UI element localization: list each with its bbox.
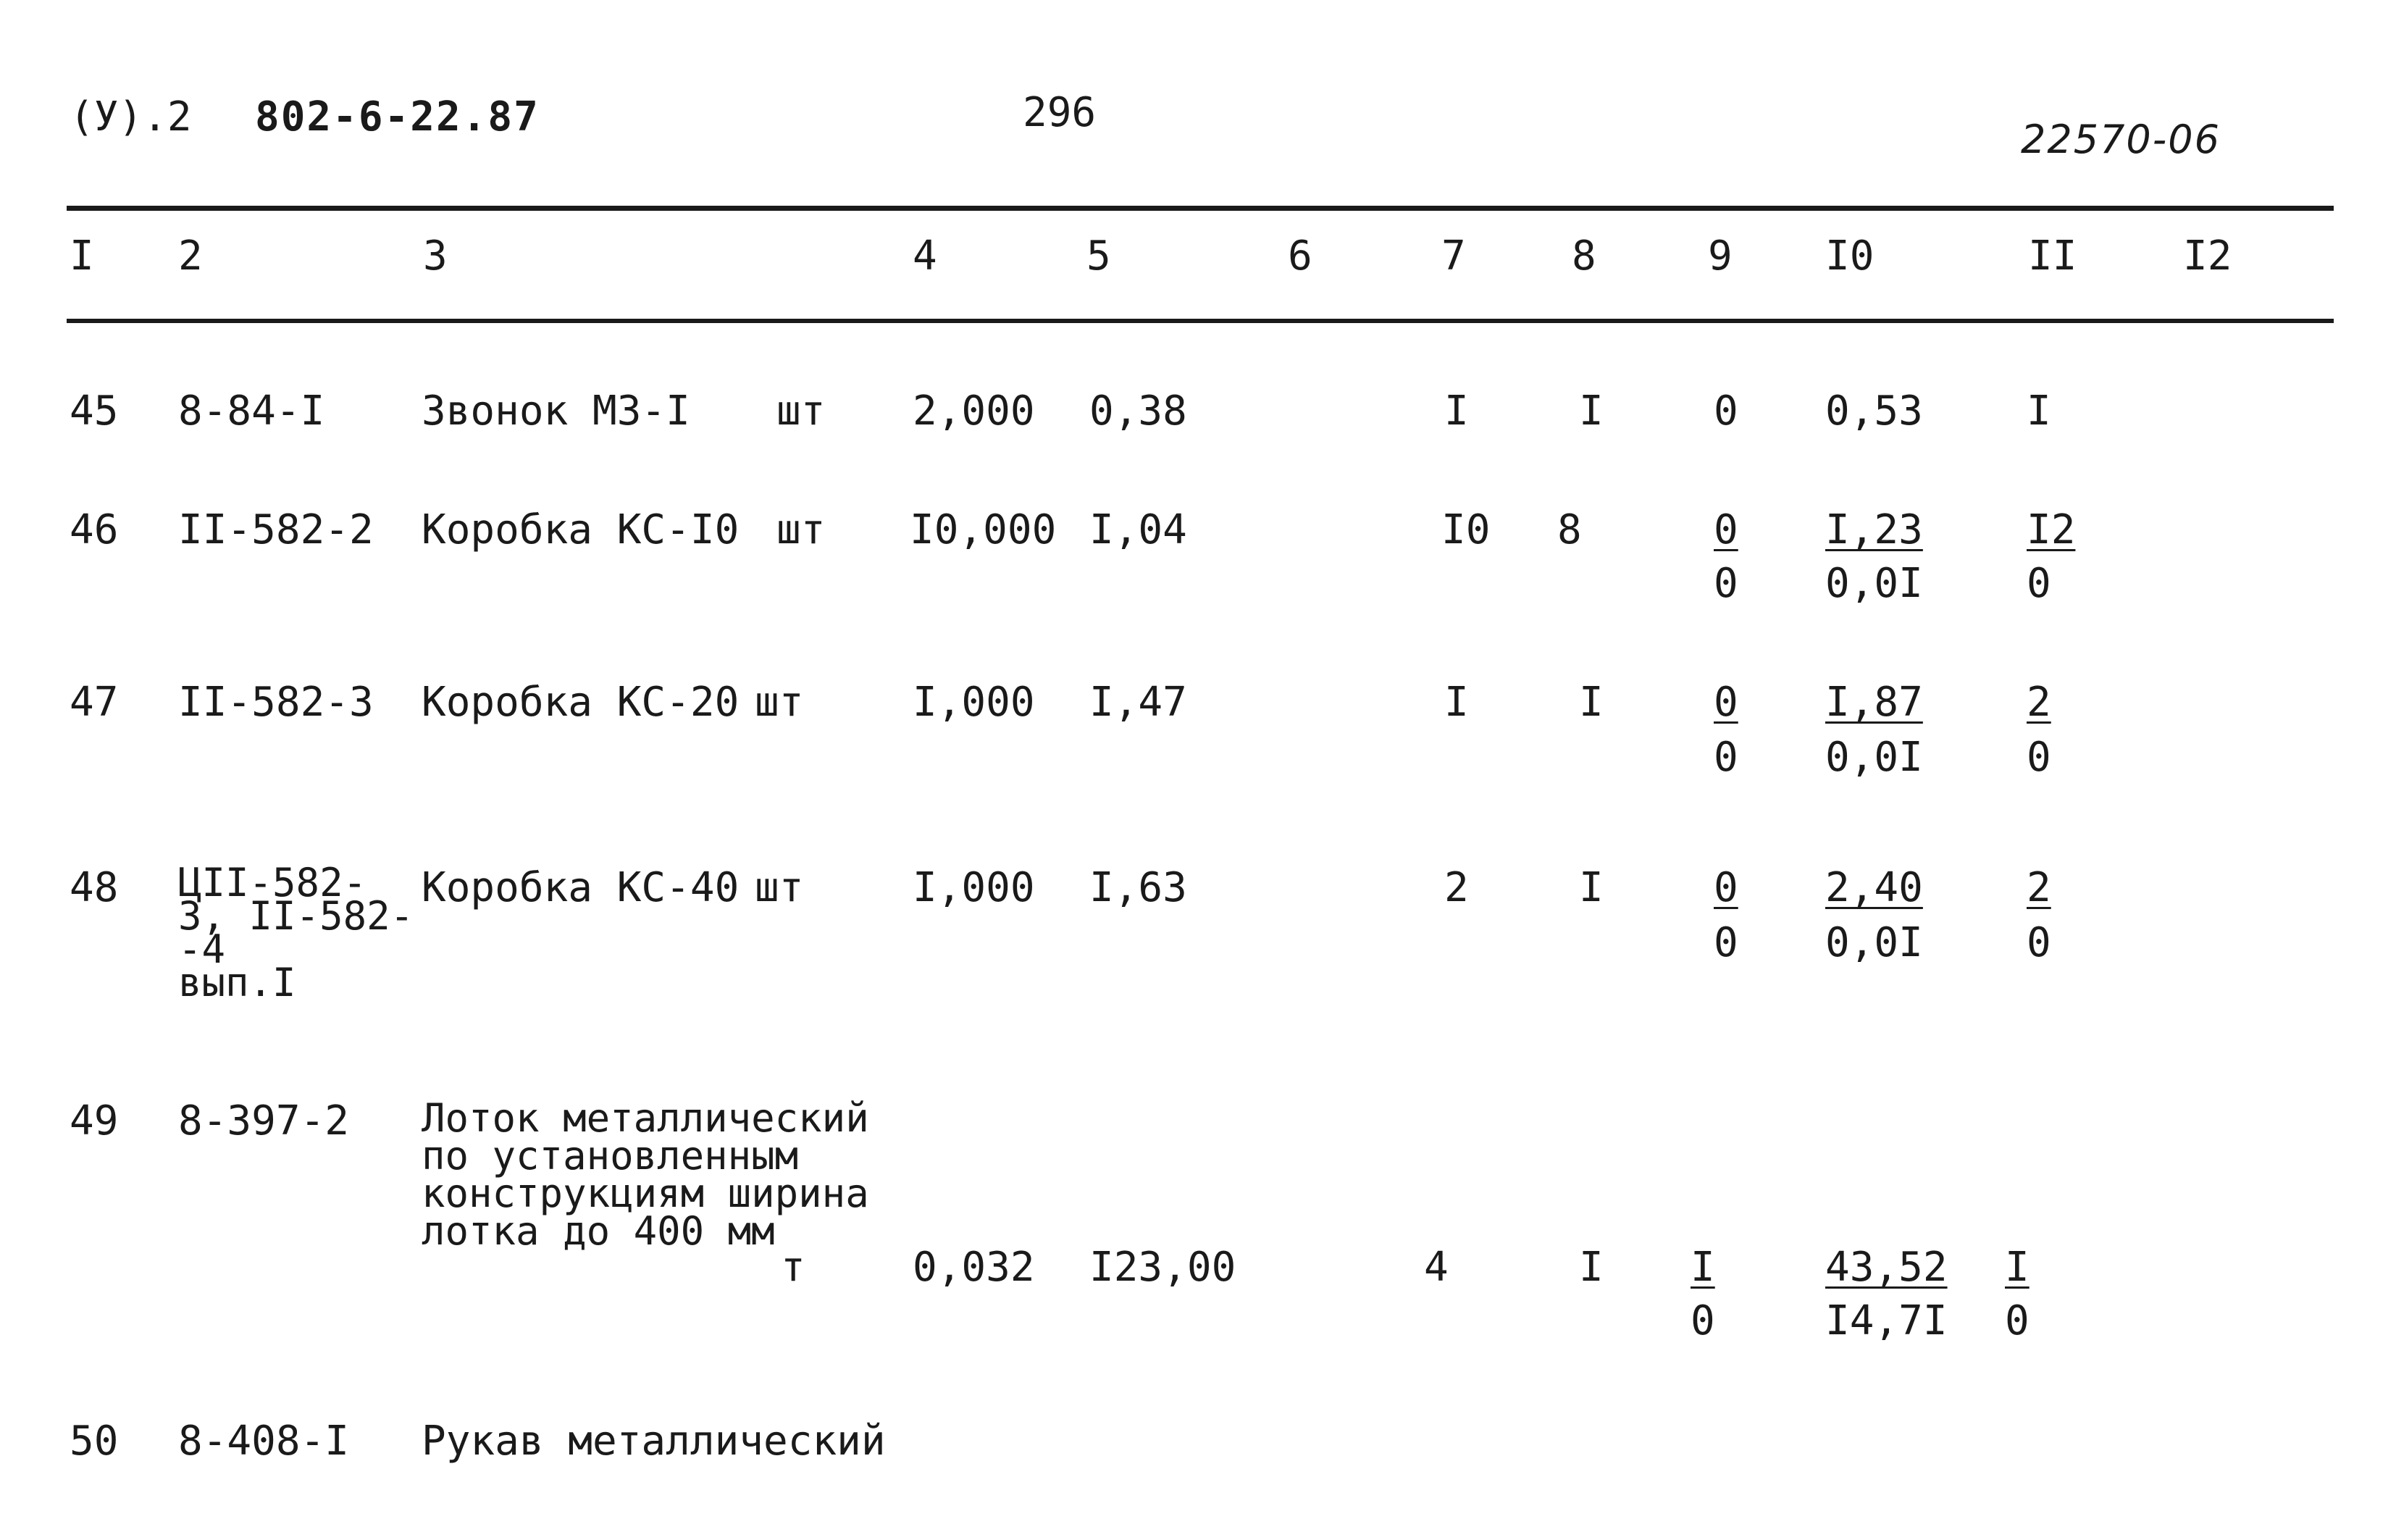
row-unit: шт: [755, 679, 804, 726]
row-code: II-582-2: [178, 506, 374, 553]
row-code: 8-397-2: [178, 1097, 350, 1144]
row-unit: шт: [755, 864, 804, 911]
col-header-12: I2: [2183, 233, 2232, 280]
row-name: Коробка КС-40: [422, 864, 740, 911]
row-col9-top: 0: [1714, 506, 1738, 553]
row-name: Коробка КС-I0: [422, 506, 740, 553]
row-unit: шт: [776, 506, 826, 553]
row-col11-top: I2: [2027, 506, 2076, 553]
col-header-9: 9: [1708, 233, 1733, 280]
col-header-6: 6: [1288, 233, 1312, 280]
col-header-1: I: [70, 233, 94, 280]
row-quantity: I0,000: [910, 506, 1057, 553]
row-col7: 2: [1444, 864, 1469, 911]
col-header-3: 3: [423, 233, 448, 280]
row-col9-bottom: 0: [1714, 560, 1738, 607]
row-col11-bottom: 0: [2027, 560, 2051, 607]
row-quantity: I,000: [913, 864, 1035, 911]
row-col5: I,47: [1089, 679, 1187, 726]
sheet-prefix: (У).2: [70, 93, 192, 141]
row-col9: 0: [1714, 388, 1738, 435]
row-col9-bottom: 0: [1691, 1297, 1715, 1344]
document-code: 802-6-22.87: [255, 93, 540, 141]
row-col10-top: I,87: [1825, 679, 1923, 726]
row-col5: 0,38: [1089, 388, 1187, 435]
row-col8: 8: [1557, 506, 1582, 553]
handwritten-number: 22570-06: [2021, 117, 2221, 162]
row-quantity: 2,000: [913, 388, 1035, 435]
row-name: Лоток металлический по установленным конструкциям ширина лотка до 400 мм: [422, 1095, 869, 1254]
row-col7: I: [1444, 388, 1469, 435]
row-number: 47: [70, 679, 119, 726]
row-name: Рукав металлический: [422, 1418, 886, 1465]
row-number: 50: [70, 1418, 119, 1465]
row-col9-bottom: 0: [1714, 919, 1738, 966]
row-col11-top: 2: [2027, 864, 2051, 911]
row-col7: 4: [1424, 1244, 1449, 1291]
row-col7: I: [1444, 679, 1469, 726]
row-code: ЦII-582- 3, II-582- -4 вып.I: [178, 860, 414, 1005]
row-col10-top: 43,52: [1825, 1244, 1948, 1291]
row-col10-bottom: 0,0I: [1825, 919, 1923, 966]
row-code: II-582-3: [178, 679, 374, 726]
col-header-4: 4: [913, 233, 937, 280]
row-col5: I23,00: [1089, 1244, 1236, 1291]
row-col9-bottom: 0: [1714, 734, 1738, 781]
row-name: Звонок МЗ-I: [422, 388, 690, 435]
row-code: 8-84-I: [178, 388, 325, 435]
row-col10: 0,53: [1825, 388, 1923, 435]
row-col11-bottom: 0: [2005, 1297, 2030, 1344]
row-number: 48: [70, 864, 119, 911]
col-header-7: 7: [1441, 233, 1466, 280]
row-quantity: I,000: [913, 679, 1035, 726]
row-col5: I,63: [1089, 864, 1187, 911]
row-number: 46: [70, 506, 119, 553]
top-rule: [67, 206, 2334, 211]
row-col11-bottom: 0: [2027, 734, 2051, 781]
row-number: 49: [70, 1097, 119, 1144]
row-col8: I: [1579, 388, 1604, 435]
row-quantity: 0,032: [913, 1244, 1035, 1291]
row-col9-top: I: [1691, 1244, 1715, 1291]
row-number: 45: [70, 388, 119, 435]
row-col10-top: 2,40: [1825, 864, 1923, 911]
col-header-8: 8: [1572, 233, 1596, 280]
page-number: 296: [1023, 89, 1097, 136]
row-col7: I0: [1441, 506, 1491, 553]
row-code: 8-408-I: [178, 1418, 350, 1465]
header-rule: [67, 319, 2334, 323]
row-col9-top: 0: [1714, 679, 1738, 726]
col-header-5: 5: [1086, 233, 1111, 280]
row-col10-bottom: I4,7I: [1825, 1297, 1948, 1344]
row-col9-top: 0: [1714, 864, 1738, 911]
row-col10-bottom: 0,0I: [1825, 734, 1923, 781]
row-unit: шт: [776, 388, 826, 435]
col-header-11: II: [2028, 233, 2077, 280]
row-unit: т: [781, 1244, 805, 1291]
row-col11-bottom: 0: [2027, 919, 2051, 966]
row-name: Коробка КС-20: [422, 679, 740, 726]
row-col5: I,04: [1089, 506, 1187, 553]
col-header-2: 2: [178, 233, 203, 280]
col-header-10: I0: [1825, 233, 1875, 280]
row-col10-bottom: 0,0I: [1825, 560, 1923, 607]
row-col8: I: [1579, 864, 1604, 911]
row-col11-top: I: [2005, 1244, 2030, 1291]
row-col11: I: [2027, 388, 2051, 435]
row-col8: I: [1579, 1244, 1604, 1291]
row-col10-top: I,23: [1825, 506, 1923, 553]
row-col11-top: 2: [2027, 679, 2051, 726]
row-col8: I: [1579, 679, 1604, 726]
